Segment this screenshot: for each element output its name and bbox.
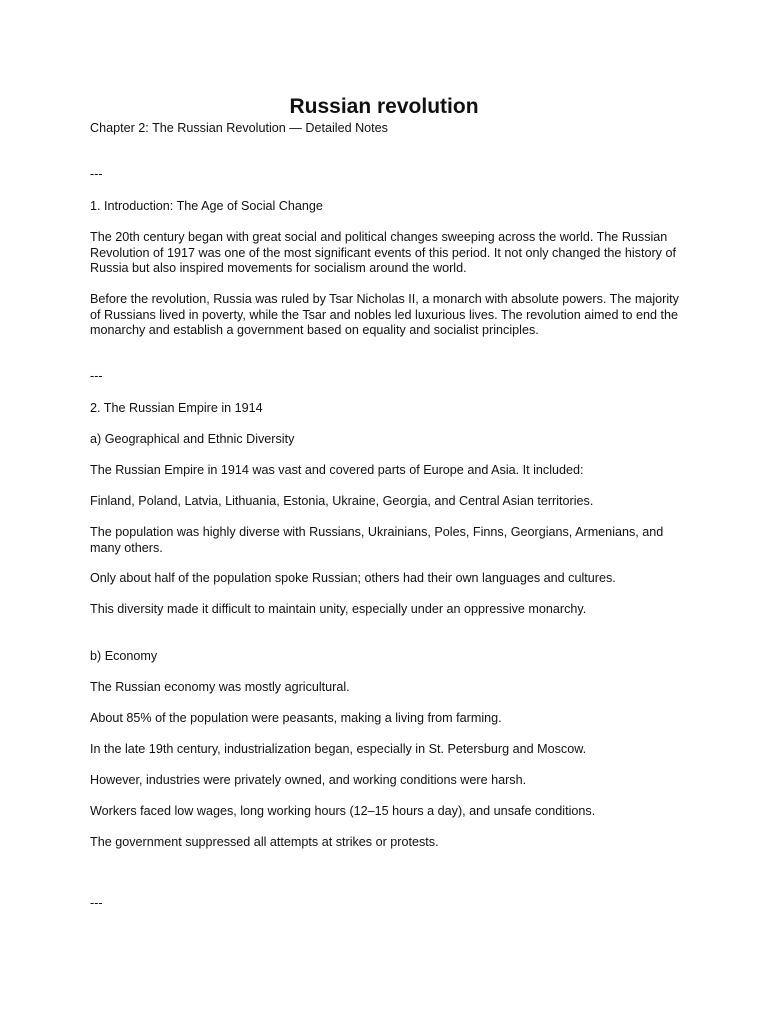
separator: ---	[90, 896, 103, 910]
document-title: Russian revolution	[289, 95, 479, 118]
separator: ---	[90, 167, 103, 181]
paragraph-economy-4: However, industries were privately owned, and working conditions were harsh.	[90, 773, 527, 787]
paragraph-economy-3: In the late 19th century, industrialization began, especially in St. Petersburg and Moscow.	[90, 742, 587, 756]
subsection-heading-diversity: a) Geographical and Ethnic Diversity	[90, 432, 295, 446]
section-heading-russian-empire: 2. The Russian Empire in 1914	[90, 401, 263, 415]
paragraph-diversity-4: Only about half of the population spoke Russian; others had their own languages and cultures.	[90, 571, 616, 585]
section-heading-introduction: 1. Introduction: The Age of Social Change	[90, 199, 323, 213]
paragraph-economy-1: The Russian economy was mostly agricultural.	[90, 680, 350, 694]
paragraph-diversity-3: The population was highly diverse with Russians, Ukrainians, Poles, Finns, Georgians, Armenians, and many others.	[90, 525, 664, 555]
paragraph-diversity-1: The Russian Empire in 1914 was vast and covered parts of Europe and Asia. It included:	[90, 463, 584, 477]
paragraph-economy-5: Workers faced low wages, long working hours (12–15 hours a day), and unsafe conditions.	[90, 804, 596, 818]
paragraph-economy-2: About 85% of the population were peasants, making a living from farming.	[90, 711, 502, 725]
paragraph-diversity-5: This diversity made it difficult to maintain unity, especially under an oppressive monarchy.	[90, 602, 587, 616]
subsection-heading-economy: b) Economy	[90, 649, 158, 663]
separator: ---	[90, 369, 103, 383]
paragraph-diversity-2: Finland, Poland, Latvia, Lithuania, Estonia, Ukraine, Georgia, and Central Asian territories.	[90, 494, 594, 508]
paragraph-introduction-2: Before the revolution, Russia was ruled by Tsar Nicholas II, a monarch with absolute powers. The majority of Russians lived in poverty, while the Tsar and nobles led luxurious lives. The revolution aimed to end the monarchy and establish a government based on equality and socialist principles.	[90, 292, 679, 337]
document-subtitle: Chapter 2: The Russian Revolution — Detailed Notes	[90, 121, 388, 135]
paragraph-economy-6: The government suppressed all attempts at strikes or protests.	[90, 835, 439, 849]
paragraph-introduction-1: The 20th century began with great social and political changes sweeping across the world. The Russian Revolution of 1917 was one of the most significant events of this period. It not only changed the history of Russia but also inspired movements for socialism around the world.	[90, 230, 676, 275]
